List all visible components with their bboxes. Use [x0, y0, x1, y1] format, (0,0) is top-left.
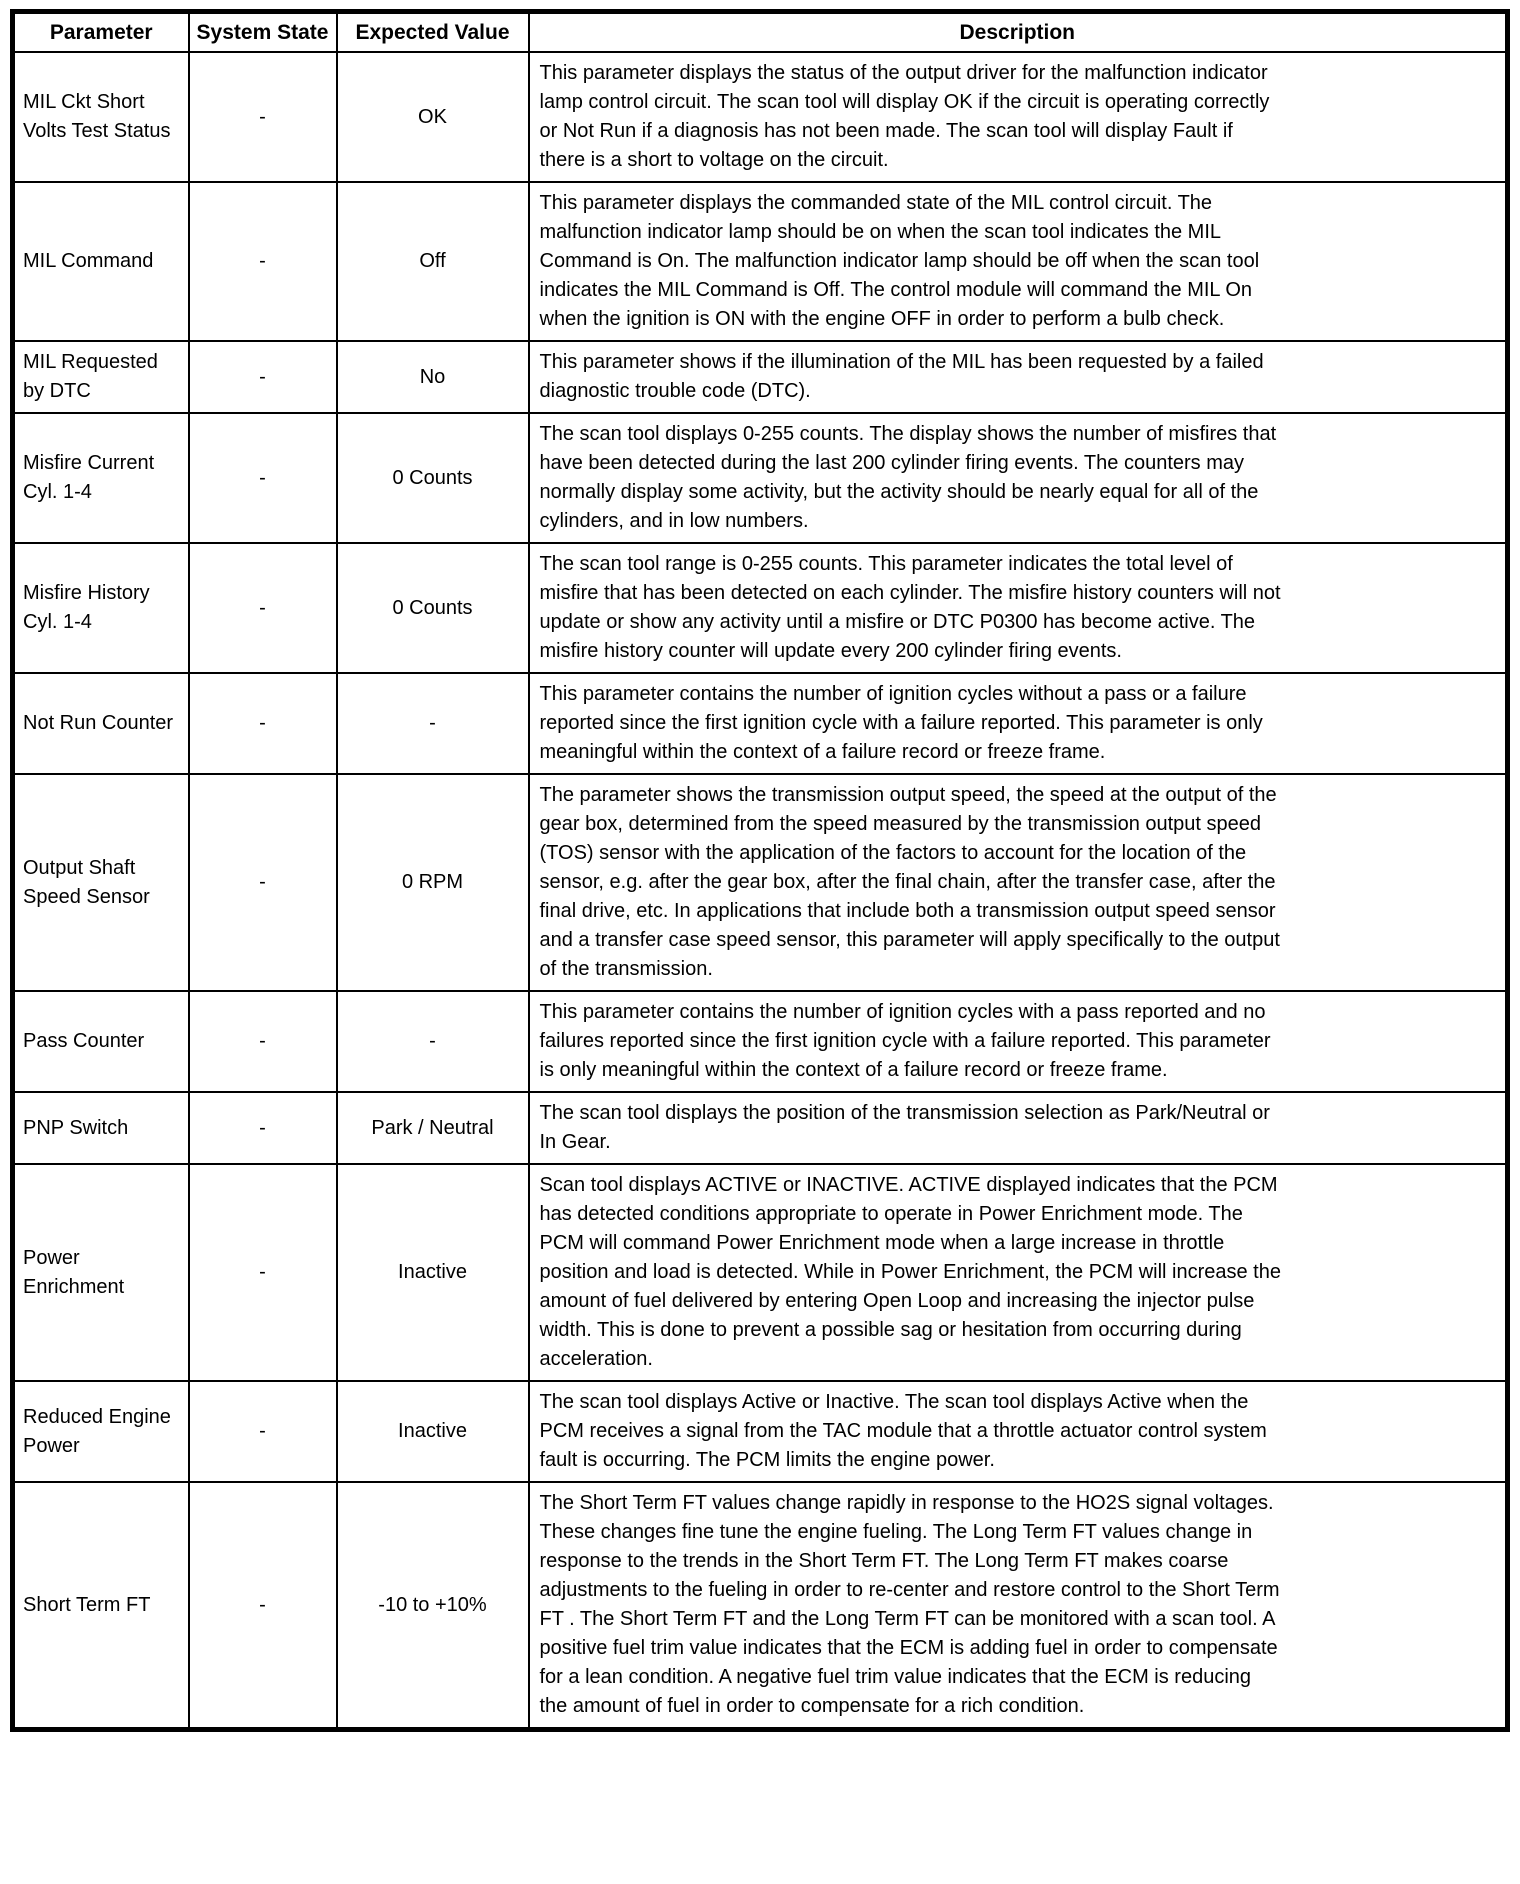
system-state-cell: -: [189, 52, 337, 182]
table-row: [13, 1381, 1508, 1482]
parameter-cell: Output Shaft Speed Sensor: [13, 774, 189, 991]
table-row: [13, 774, 1508, 991]
system-state-cell: -: [189, 1381, 337, 1482]
description-text: This parameter contains the number of ignition cycles with a pass reported and no failures reported since the first ignition cycle with a failure reported. This parameter is only meaningful within the context of a failure record or freeze frame.: [539, 1001, 1271, 1082]
table-row: [13, 1482, 1508, 1730]
description-cell: [529, 341, 1508, 413]
parameter-cell: MIL Ckt Short Volts Test Status: [13, 52, 189, 182]
expected-value-cell: 0 Counts: [337, 543, 529, 673]
system-state-cell: -: [189, 673, 337, 774]
parameter-cell: Misfire History Cyl. 1-4: [13, 543, 189, 673]
description-text: The parameter shows the transmission output speed, the speed at the output of the gear box, determined from the speed measured by the transmission output speed (TOS) sensor with the application of the factors to account for the location of the sensor, e.g. after the gear box, after the final chain, after the transfer case, after the final drive, etc. In applications that include both a transmission output speed sensor and a transfer case speed sensor, this parameter will apply specifically to the output of the transmission.: [539, 784, 1280, 981]
system-state-cell: -: [189, 991, 337, 1092]
table-header-row: [13, 12, 1508, 53]
system-state-cell: -: [189, 182, 337, 341]
expected-value-cell: Inactive: [337, 1164, 529, 1381]
parameter-table: [10, 9, 1510, 1732]
expected-value-cell: OK: [337, 52, 529, 182]
table-row: [13, 182, 1508, 341]
description-cell: [529, 673, 1508, 774]
description-cell: [529, 52, 1508, 182]
description-text: The scan tool displays Active or Inactive. The scan tool displays Active when the PCM receives a signal from the TAC module that a throttle actuator control system fault is occurring. The PCM limits the engine power.: [539, 1391, 1267, 1472]
description-cell: [529, 1164, 1508, 1381]
parameter-cell: MIL Requested by DTC: [13, 341, 189, 413]
expected-value-cell: -: [337, 991, 529, 1092]
table-body: [13, 52, 1508, 1730]
system-state-cell: -: [189, 543, 337, 673]
table-row: [13, 673, 1508, 774]
description-cell: [529, 1381, 1508, 1482]
description-cell: [529, 413, 1508, 543]
column-header-parameter: Parameter: [13, 12, 189, 53]
expected-value-cell: -10 to +10%: [337, 1482, 529, 1730]
parameter-cell: Misfire Current Cyl. 1-4: [13, 413, 189, 543]
table-row: [13, 1092, 1508, 1164]
description-text: Scan tool displays ACTIVE or INACTIVE. ACTIVE displayed indicates that the PCM has detected conditions appropriate to operate in Power Enrichment mode. The PCM will command Power Enrichment mode when a large increase in throttle position and load is detected. While in Power Enrichment, the PCM will increase the amount of fuel delivered by entering Open Loop and increasing the injector pulse width. This is done to prevent a possible sag or hesitation from occurring during acceleration.: [539, 1174, 1281, 1371]
description-cell: [529, 1482, 1508, 1730]
description-cell: [529, 543, 1508, 673]
description-cell: [529, 774, 1508, 991]
description-text: The scan tool displays the position of the transmission selection as Park/Neutral or In Gear.: [539, 1102, 1270, 1154]
table-row: [13, 52, 1508, 182]
description-cell: [529, 991, 1508, 1092]
expected-value-cell: Off: [337, 182, 529, 341]
system-state-cell: -: [189, 1092, 337, 1164]
expected-value-cell: 0 RPM: [337, 774, 529, 991]
parameter-cell: PNP Switch: [13, 1092, 189, 1164]
table-row: [13, 413, 1508, 543]
table-row: [13, 543, 1508, 673]
description-cell: [529, 182, 1508, 341]
description-text: This parameter shows if the illumination of the MIL has been requested by a failed diagnostic trouble code (DTC).: [539, 351, 1264, 403]
system-state-cell: -: [189, 1164, 337, 1381]
system-state-cell: -: [189, 774, 337, 991]
parameter-cell: Reduced Engine Power: [13, 1381, 189, 1482]
system-state-cell: -: [189, 341, 337, 413]
expected-value-cell: Park / Neutral: [337, 1092, 529, 1164]
expected-value-cell: -: [337, 673, 529, 774]
description-text: This parameter displays the commanded state of the MIL control circuit. The malfunction indicator lamp should be on when the scan tool indicates the MIL Command is On. The malfunction indicator lamp should be off when the scan tool indicates the MIL Command is Off. The control module will command the MIL On when the ignition is ON with the engine OFF in order to perform a bulb check.: [539, 192, 1260, 331]
description-text: The scan tool range is 0-255 counts. This parameter indicates the total level of misfire that has been detected on each cylinder. The misfire history counters will not update or show any activity until a misfire or DTC P0300 has become active. The misfire history counter will update every 200 cylinder firing events.: [539, 553, 1281, 663]
table-row: [13, 1164, 1508, 1381]
table-row: [13, 341, 1508, 413]
expected-value-cell: Inactive: [337, 1381, 529, 1482]
expected-value-cell: 0 Counts: [337, 413, 529, 543]
parameter-cell: Pass Counter: [13, 991, 189, 1092]
description-text: This parameter displays the status of the output driver for the malfunction indicator lamp control circuit. The scan tool will display OK if the circuit is operating correctly or Not Run if a diagnosis has not been made. The scan tool will display Fault if there is a short to voltage on the circuit.: [539, 62, 1270, 172]
parameter-cell: Not Run Counter: [13, 673, 189, 774]
column-header-expected-value: Expected Value: [337, 12, 529, 53]
system-state-cell: -: [189, 1482, 337, 1730]
description-text: The Short Term FT values change rapidly in response to the HO2S signal voltages. These changes fine tune the engine fueling. The Long Term FT values change in response to the trends in the Short Term FT. The Long Term FT makes coarse adjustments to the fueling in order to re-center and restore control to the Short Term FT . The Short Term FT and the Long Term FT can be monitored with a scan tool. A positive fuel trim value indicates that the ECM is adding fuel in order to compensate for a lean condition. A negative fuel trim value indicates that the ECM is reducing the amount of fuel in order to compensate for a rich condition.: [539, 1492, 1280, 1718]
system-state-cell: -: [189, 413, 337, 543]
table-row: [13, 991, 1508, 1092]
parameter-cell: Short Term FT: [13, 1482, 189, 1730]
expected-value-cell: No: [337, 341, 529, 413]
column-header-system-state: System State: [189, 12, 337, 53]
description-text: This parameter contains the number of ignition cycles without a pass or a failure reported since the first ignition cycle with a failure reported. This parameter is only meaningful within the context of a failure record or freeze frame.: [539, 683, 1263, 764]
description-cell: [529, 1092, 1508, 1164]
description-text: The scan tool displays 0-255 counts. The display shows the number of misfires that have been detected during the last 200 cylinder firing events. The counters may normally display some activity, but the activity should be nearly equal for all of the cylinders, and in low numbers.: [539, 423, 1277, 533]
parameter-cell: Power Enrichment: [13, 1164, 189, 1381]
parameter-cell: MIL Command: [13, 182, 189, 341]
column-header-description: Description: [529, 12, 1508, 53]
